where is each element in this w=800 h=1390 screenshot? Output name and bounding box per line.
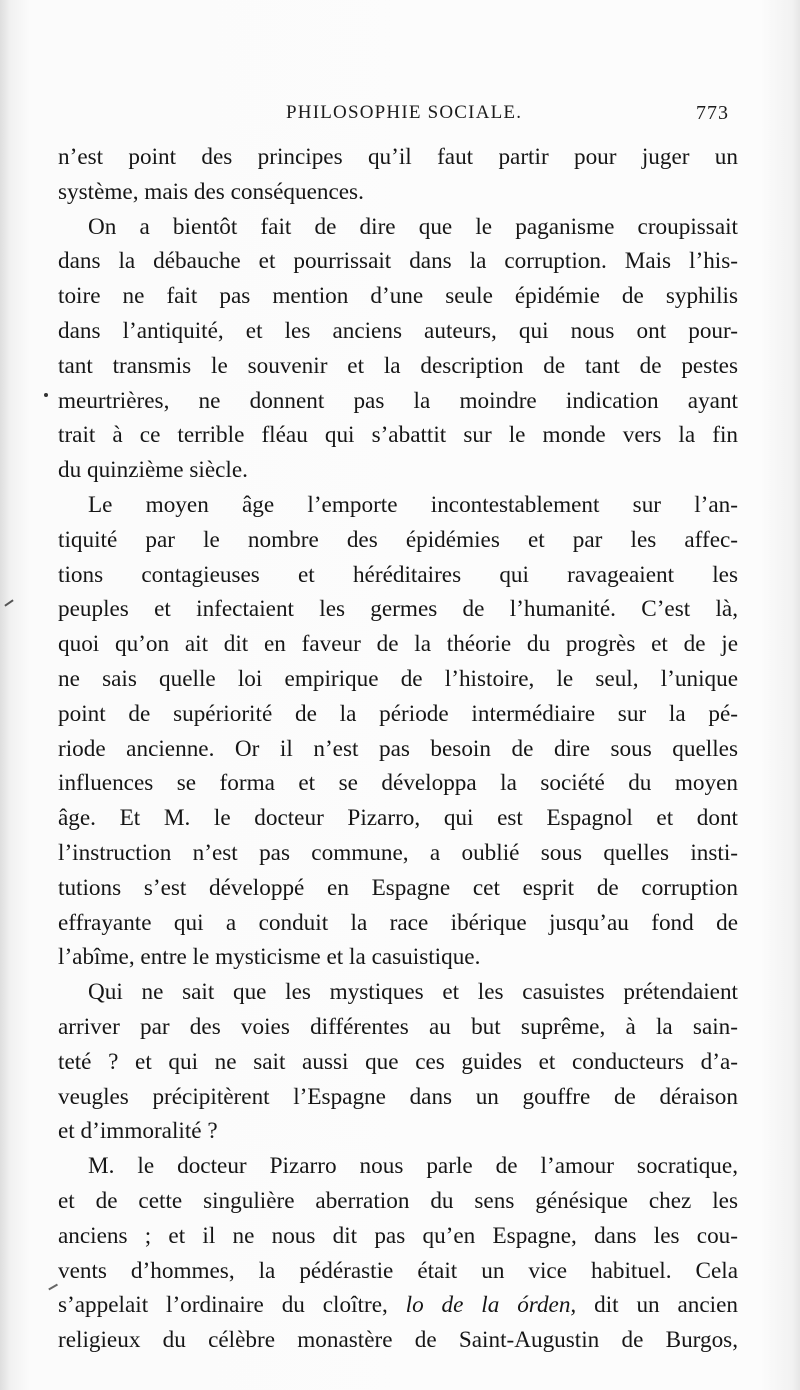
text-line: M. le docteur Pizarro nous parle de l’amour socratique, xyxy=(88,1153,738,1180)
text-line: Qui ne sait que les mystiques et les casuistes prétendaient xyxy=(88,979,738,1006)
running-title: PHILOSOPHIE SOCIALE. xyxy=(286,102,523,123)
text-line: effrayante qui a conduit la race ibérique jusqu’au fond de xyxy=(58,909,738,936)
text-line: âge. Et M. le docteur Pizarro, qui est Espagnol et dont xyxy=(58,805,738,832)
text-line: vents d’hommes, la pédérastie était un vice habituel. Cela xyxy=(58,1257,738,1284)
text-line: l’abîme, entre le mysticisme et la casuistique. xyxy=(58,944,481,971)
text-line: religieux du célèbre monastère de Saint-Augustin de Burgos, xyxy=(58,1327,738,1354)
text-line: veugles précipitèrent l’Espagne dans un gouffre de déraison xyxy=(58,1083,738,1110)
text-line-with-italic xyxy=(58,1288,738,1323)
text-line: tiquité par le nombre des épidémies et par les affec- xyxy=(58,526,738,553)
text-line: système, mais des conséquences. xyxy=(58,178,364,205)
italic-phrase: lo de la órden, xyxy=(405,1292,577,1319)
text-line: teté ? et qui ne sait aussi que ces guides et conducteurs d’a- xyxy=(58,1048,738,1075)
text-line: arriver par des voies différentes au but suprême, à la sain- xyxy=(58,1013,738,1040)
text-line: du quinzième siècle. xyxy=(58,457,248,484)
text-line: dans l’antiquité, et les anciens auteurs, qui nous ont pour- xyxy=(58,317,738,344)
text-line: toire ne fait pas mention d’une seule épidémie de syphilis xyxy=(58,283,738,310)
text-segment: s’appelait l’ordinaire du cloître, xyxy=(58,1292,406,1319)
text-line: Le moyen âge l’emporte incontestablement sur l’an- xyxy=(88,491,738,518)
text-line: tant transmis le souvenir et la description de tant de pestes xyxy=(58,352,738,379)
text-segment: dit un ancien xyxy=(576,1292,738,1319)
page-number: 773 xyxy=(696,102,729,124)
text-line: dans la débauche et pourrissait dans la corruption. Mais l’his- xyxy=(58,248,738,275)
text-line: et d’immoralité ? xyxy=(58,1118,218,1145)
text-line: On a bientôt fait de dire que le paganisme croupissait xyxy=(88,213,738,240)
page-header xyxy=(0,100,800,128)
text-line: n’est point des principes qu’il faut partir pour juger un xyxy=(58,144,738,170)
text-line: tions contagieuses et héréditaires qui ravageaient les xyxy=(58,561,738,588)
text-line: ne sais quelle loi empirique de l’histoire, le seul, l’unique xyxy=(58,665,738,692)
text-line: point de supériorité de la période intermédiaire sur la pé- xyxy=(58,700,738,727)
margin-dot-mark xyxy=(44,393,48,397)
margin-tick-mark xyxy=(4,599,13,606)
margin-tick-mark xyxy=(48,1284,57,1290)
text-line: l’instruction n’est pas commune, a oublié sous quelles insti- xyxy=(58,839,738,866)
text-line: meurtrières, ne donnent pas la moindre indication ayant xyxy=(58,387,738,414)
text-line: trait à ce terrible fléau qui s’abattit sur le monde vers la fin xyxy=(58,422,738,449)
text-line: anciens ; et il ne nous dit pas qu’en Espagne, dans les cou- xyxy=(58,1222,738,1249)
text-line: et de cette singulière aberration du sens génésique chez les xyxy=(58,1187,738,1214)
body-text xyxy=(58,140,738,1358)
text-line: riode ancienne. Or il n’est pas besoin de dire sous quelles xyxy=(58,735,738,762)
text-line: peuples et infectaient les germes de l’humanité. C’est là, xyxy=(58,596,738,623)
text-line: influences se forma et se développa la société du moyen xyxy=(58,770,738,797)
text-line: tutions s’est développé en Espagne cet esprit de corruption xyxy=(58,874,738,901)
text-line: quoi qu’on ait dit en faveur de la théorie du progrès et de je xyxy=(58,631,738,658)
